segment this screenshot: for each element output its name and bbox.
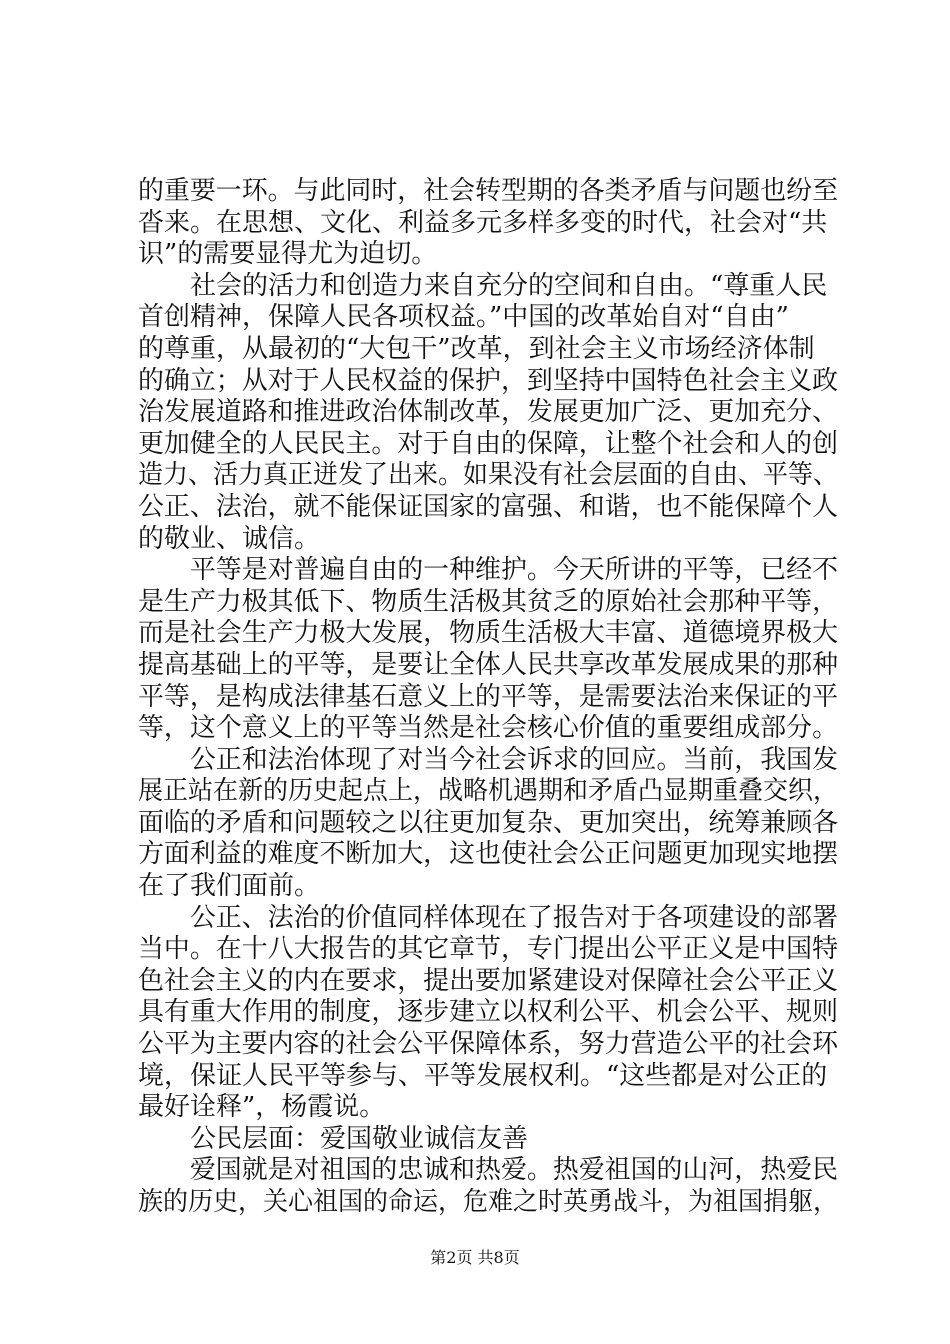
text-line: 公正、法治的价值同样体现在了报告对于各项建设的部署 xyxy=(138,902,839,933)
text-line: 公正和法治体现了对当今社会诉求的回应。当前，我国发 xyxy=(138,744,839,775)
text-line: 社会的活力和创造力来自充分的空间和自由。“尊重人民 xyxy=(138,270,828,301)
text-line: 的重要一环。与此同时，社会转型期的各类矛盾与问题也纷至 xyxy=(138,176,839,206)
text-line: 治发展道路和推进政治体制改革，发展更加广泛、更加充分、 xyxy=(138,397,839,428)
text-line: 当中。在十八大报告的其它章节，专门提出公平正义是中国特 xyxy=(138,934,839,965)
text-line: 等，这个意义上的平等当然是社会核心价值的重要组成部分。 xyxy=(138,713,839,744)
document-body xyxy=(138,176,838,1219)
text-line: 平等是对普遍自由的一种维护。今天所讲的平等，已经不 xyxy=(138,555,839,586)
text-line: 公平为主要内容的社会公平保障体系，努力营造公平的社会环 xyxy=(138,1029,839,1060)
page-footer: 第2页 共8页 xyxy=(430,1248,520,1267)
text-line: 公民层面：爱国敬业诚信友善 xyxy=(138,1123,529,1154)
text-line: 最好诠释”，杨霞说。 xyxy=(138,1092,386,1123)
text-line: 识”的需要显得尤为迫切。 xyxy=(138,239,438,270)
text-line: 提高基础上的平等，是要让全体人民共享改革发展成果的那种 xyxy=(138,649,839,680)
text-line: 造力、活力真正迸发了出来。如果没有社会层面的自由、平等、 xyxy=(138,460,839,491)
text-line: 在了我们面前。 xyxy=(138,871,321,902)
text-line: 更加健全的人民民主。对于自由的保障，让整个社会和人的创 xyxy=(138,428,839,459)
text-line: 展正站在新的历史起点上，战略机遇期和矛盾凸显期重叠交织， xyxy=(138,776,839,807)
text-line: 爱国就是对祖国的忠诚和热爱。热爱祖国的山河，热爱民 xyxy=(138,1155,839,1186)
text-line: 的确立；从对于人民权益的保护，到坚持中国特色社会主义政 xyxy=(138,365,839,396)
text-line: 公正、法治，就不能保证国家的富强、和谐，也不能保障个人 xyxy=(138,491,839,522)
text-line: 的尊重，从最初的“大包干”改革，到社会主义市场经济体制 xyxy=(138,333,815,364)
text-line: 境，保证人民平等参与、平等发展权利。“这些都是对公正的 xyxy=(138,1060,828,1091)
text-line: 平等，是构成法律基石意义上的平等，是需要法治来保证的平 xyxy=(138,681,839,712)
text-line: 族的历史，关心祖国的命运，危难之时英勇战斗，为祖国捐躯， xyxy=(138,1187,839,1217)
text-line: 首创精神，保障人民各项权益。”中国的改革始自对“自由” xyxy=(138,302,789,333)
text-line: 的敬业、诚信。 xyxy=(138,523,321,554)
text-line: 沓来。在思想、文化、利益多元多样多变的时代，社会对“共 xyxy=(138,207,828,238)
text-line: 是生产力极其低下、物质生活极其贫乏的原始社会那种平等， xyxy=(138,586,839,617)
text-line: 面临的矛盾和问题较之以往更加复杂、更加突出，统筹兼顾各 xyxy=(138,807,839,838)
text-line: 而是社会生产力极大发展，物质生活极大丰富、道德境界极大 xyxy=(138,618,839,649)
text-line: 具有重大作用的制度，逐步建立以权利公平、机会公平、规则 xyxy=(138,997,839,1028)
text-line: 方面利益的难度不断加大，这也使社会公正问题更加现实地摆 xyxy=(138,839,839,870)
text-line: 色社会主义的内在要求，提出要加紧建设对保障社会公平正义 xyxy=(138,965,839,996)
